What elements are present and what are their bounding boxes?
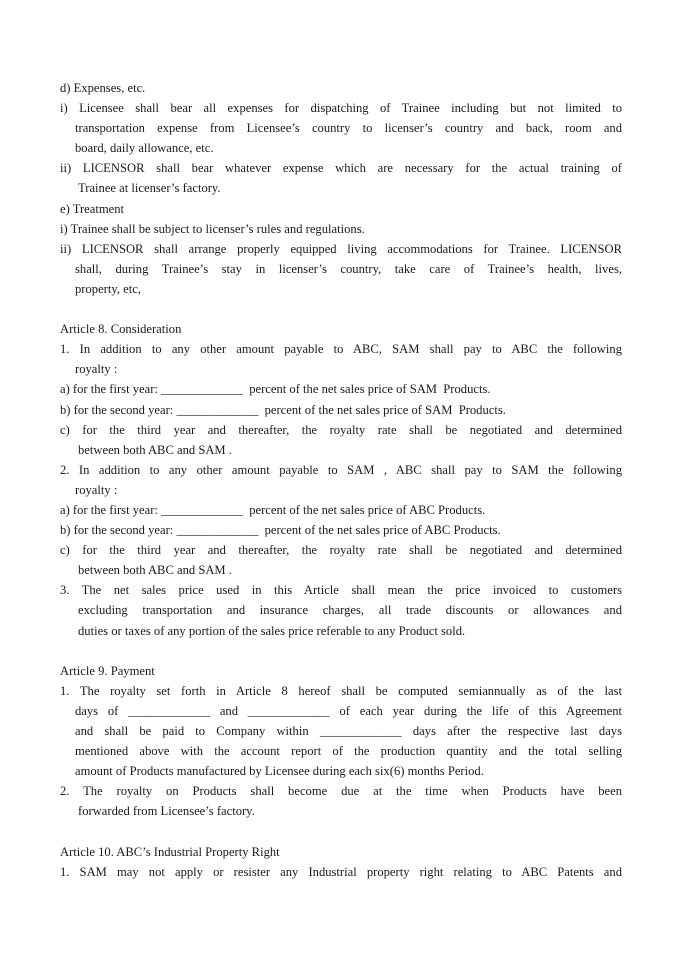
section-heading: d) Expenses, etc. (60, 81, 146, 95)
text-line: days of _____________ and _____________ of each year during the life of this Agreement (75, 703, 622, 718)
text-line: i) Licensee shall bear all expenses for dispatching of Trainee including but not limited to (60, 101, 622, 116)
text-line: ii) LICENSOR shall arrange properly equipped living accommodations for Trainee. LICENSOR (60, 241, 622, 256)
text-line: transportation expense from Licensee’s country to licenser’s country and back, room and (75, 121, 622, 136)
text-line: 2. In addition to any other amount payable to SAM , ABC shall pay to SAM the following (60, 462, 622, 477)
text-line: and shall be paid to Company within _____________ days after the respective last days (75, 724, 622, 738)
text-line: i) Trainee shall be subject to licenser’s rules and regulations. (60, 221, 365, 236)
text-line: board, daily allowance, etc. (75, 141, 214, 156)
text-line: amount of Products manufactured by Licensee during each six(6) months Period. (75, 764, 484, 779)
text-line: c) for the third year and thereafter, the royalty rate shall be negotiated and determined (60, 543, 622, 558)
section-heading: Article 8. Consideration (60, 322, 182, 337)
text-line: 3. The net sales price used in this Article shall mean the price invoiced to customers (60, 583, 622, 598)
text-line: 1. In addition to any other amount payable to ABC, SAM shall pay to ABC the following (60, 342, 622, 357)
section-heading: Article 9. Payment (60, 663, 155, 678)
text-line: royalty : (75, 362, 118, 377)
text-line: 1. The royalty set forth in Article 8 hereof shall be computed semiannually as of the last (60, 683, 622, 698)
text-line: royalty : (75, 482, 118, 497)
text-line: a) for the first year: _____________ percent of the net sales price of SAM Products. (60, 382, 491, 397)
section-heading: e) Treatment (60, 201, 125, 216)
text-line: b) for the second year: _____________ percent of the net sales price of SAM Products. (60, 402, 506, 417)
blank-line (60, 641, 622, 661)
text-line: between both ABC and SAM . (78, 563, 232, 578)
text-line: Trainee at licenser’s factory. (78, 181, 221, 196)
text-line: duties or taxes of any portion of the sales price referable to any Product sold. (78, 623, 466, 638)
text-line: forwarded from Licensee’s factory. (78, 804, 255, 819)
text-line: property, etc, (75, 281, 141, 296)
text-line: 1. SAM may not apply or resister any Industrial property right relating to ABC Patents and (60, 864, 622, 879)
blank-line (60, 299, 622, 319)
text-line: shall, during Trainee’s stay in licenser’s country, take care of Trainee’s health, lives, (75, 261, 622, 276)
section-heading: Article 10. ABC’s Industrial Property Right (60, 844, 280, 859)
text-line: 2. The royalty on Products shall become due at the time when Products have been (60, 784, 622, 799)
blank-line (60, 821, 622, 841)
text-line: c) for the third year and thereafter, the royalty rate shall be negotiated and determined (60, 422, 622, 437)
document-page (60, 78, 622, 882)
text-line: between both ABC and SAM . (78, 442, 232, 457)
text-line: excluding transportation and insurance charges, all trade discounts or allowances and (78, 603, 622, 618)
text-line: mentioned above with the account report of the production quantity and the total selling (75, 744, 622, 759)
text-line: a) for the first year: _____________ percent of the net sales price of ABC Products. (60, 502, 486, 517)
text-line: b) for the second year: _____________ percent of the net sales price of ABC Products. (60, 523, 501, 538)
text-line: ii) LICENSOR shall bear whatever expense which are necessary for the actual training of (60, 161, 622, 176)
